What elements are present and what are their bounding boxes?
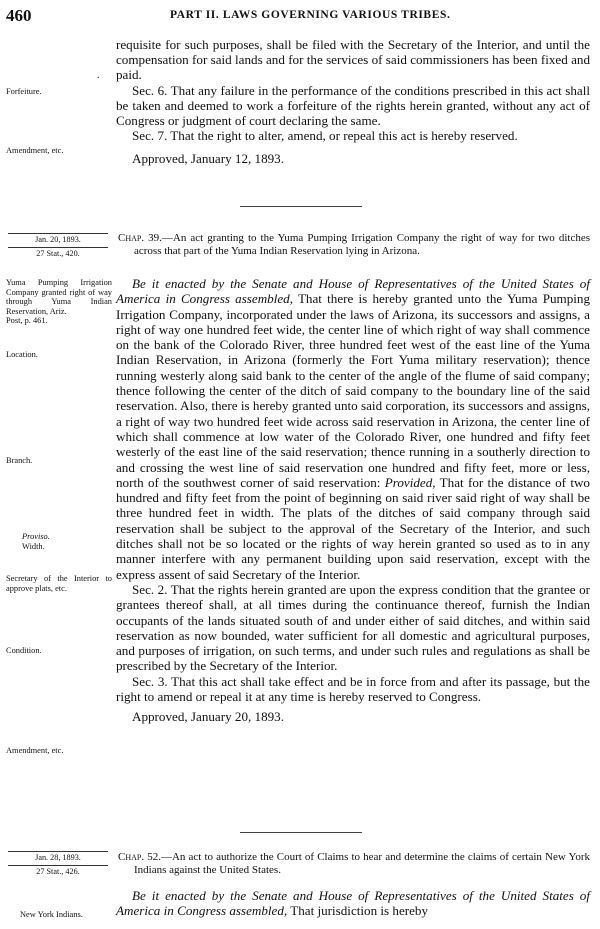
margin-note-amendment: Amendment, etc. (6, 146, 64, 155)
approval-date-2: Approved, January 20, 1893. (132, 709, 285, 725)
citation-statute-2: 27 Stat., 426. (8, 865, 108, 877)
chapter-title-2: —An act to authorize the Court of Claims to hear and determine the claims of certain New York Indians against the United States. (134, 851, 590, 876)
chapter-52-heading (118, 851, 590, 876)
citation-date: Jan. 20, 1893. (8, 233, 108, 245)
margin-note-branch: Branch. (6, 456, 33, 465)
chapter-label-2: Chap. 52. (118, 851, 161, 863)
citation-box-chap39 (8, 233, 108, 259)
citation-box-chap52 (8, 851, 108, 877)
section-6: Sec. 6. That any failure in the performance of the conditions prescribed in this act shall be taken and deemed to work a forfeiture of the rights herein granted, without any act of Congress or judgment of court declaring the same. (116, 82, 590, 129)
page-header (0, 6, 600, 28)
section-7: Sec. 7. That the right to alter, amend, or repeal this act is hereby reserved. (132, 128, 518, 144)
margin-note-condition: Condition. (6, 646, 42, 655)
previous-act-conclusion (116, 37, 590, 167)
chapter-label: Chap. 39. (118, 232, 162, 244)
margin-note-new-york: New York Indians. (20, 910, 83, 919)
margin-note-yuma: Yuma Pumping Irrigation Company granted right of way through Yuma Indian Reservation, Ariz. Post, p. 461. (6, 278, 112, 326)
running-head: PART II. LAWS GOVERNING VARIOUS TRIBES. (170, 9, 451, 21)
margin-note-forfeiture: Forfeiture. (6, 87, 42, 96)
section-2: Sec. 2. That the rights herein granted are upon the express condition that the grantee or grantees thereof shall, at all times during the continuance thereof, furnish the Indian occupants of the lands situated south of and under either of said ditches, and within said reservation as now bounded, water sufficient for all domestic and agricultural purposes, and purposes of irrigation, on such terms, and under such rules and regulations as shall be prescribed by the Secretary of the Interior. (116, 581, 590, 674)
chapter-39-heading (118, 232, 590, 257)
citation-statute: 27 Stat., 420. (8, 247, 108, 259)
grant-text: That there is hereby granted unto the Yuma Pumping Irrigation Company, incorporated under the laws of Arizona, its successors and assigns, a right of way one hundred feet wide, the center line of which right of way shall commence on the bank of the Colorado River, three hundred feet west of the east line of the Yuma Indian Reservation, in Arizona (formerly the Fort Yuma military reservation); thence running westerly along said bank to the center of the angle of the flume of said company; thence following the center of the ditch of said company to the boundary line of the said reservation. Also, there is hereby granted unto said corporation, its successors and assigns, a right of way two hundred feet wide across said reservation in Arizona, the center line of which shall commence at low water of the Colorado River, one hundred and fifty feet westerly of the east line of the said reservation; thence running in a southerly direction to and crossing the west line of said reservation one hundred and fifty feet, more or less, north of the southwest corner of said reservation: (116, 291, 590, 490)
enacting-clause: Be it enacted by the Senate and House of Representatives of the United States of America in Congress assembled, (116, 276, 590, 307)
jurisdiction-text: That jurisdiction is hereby (287, 903, 429, 919)
margin-note-width: Width. (22, 541, 45, 551)
margin-note-location: Location. (6, 350, 38, 359)
margin-note-proviso: Proviso. Width. (22, 532, 50, 551)
chapter-title: —An act granting to the Yuma Pumping Irrigation Company the right of way for two ditches across that part of the Yuma Indian Reservation lying in Arizona. (134, 232, 590, 257)
margin-dot: . (97, 70, 100, 81)
chapter-52-body (116, 888, 590, 918)
section-divider-2 (240, 832, 362, 833)
enacting-clause-2: Be it enacted by the Senate and House of Representatives of the United States of America in Congress assembled, (116, 888, 590, 919)
citation-date-2: Jan. 28, 1893. (8, 851, 108, 863)
margin-note-amendment-2: Amendment, etc. (6, 746, 64, 755)
section-divider (240, 206, 362, 207)
page-number: 460 (6, 6, 32, 25)
margin-note-secretary: Secretary of the Interior to approve plats, etc. (6, 574, 112, 593)
proviso-text: That for the distance of two hundred and fifty feet from the point of beginning on said river said right of way shall be three hundred feet in width. The plats of the ditches of said company through said reservation shall be subject to the approval of the Secretary of the Interior, and such ditches shall not be so located or the rights of way herein granted so used as to in any manner interfere with any permanent building upon said reservation, except with the express assent of said Secretary of the Interior. (116, 474, 590, 582)
section-3: Sec. 3. That this act shall take effect and be in force from and after its passage, but the right to amend or repeal it at any time is hereby reserved to Congress. (116, 673, 590, 705)
approval-date-1: Approved, January 12, 1893. (132, 151, 285, 167)
margin-post-reference: Post, p. 461. (6, 316, 48, 326)
chapter-39-body (116, 276, 590, 725)
continuation-paragraph: requisite for such purposes, shall be filed with the Secretary of the Interior, and until the compensation for said lands and for the services of said commissioners has been fixed and paid. (116, 37, 590, 83)
proviso-word: Provided, (384, 474, 436, 490)
